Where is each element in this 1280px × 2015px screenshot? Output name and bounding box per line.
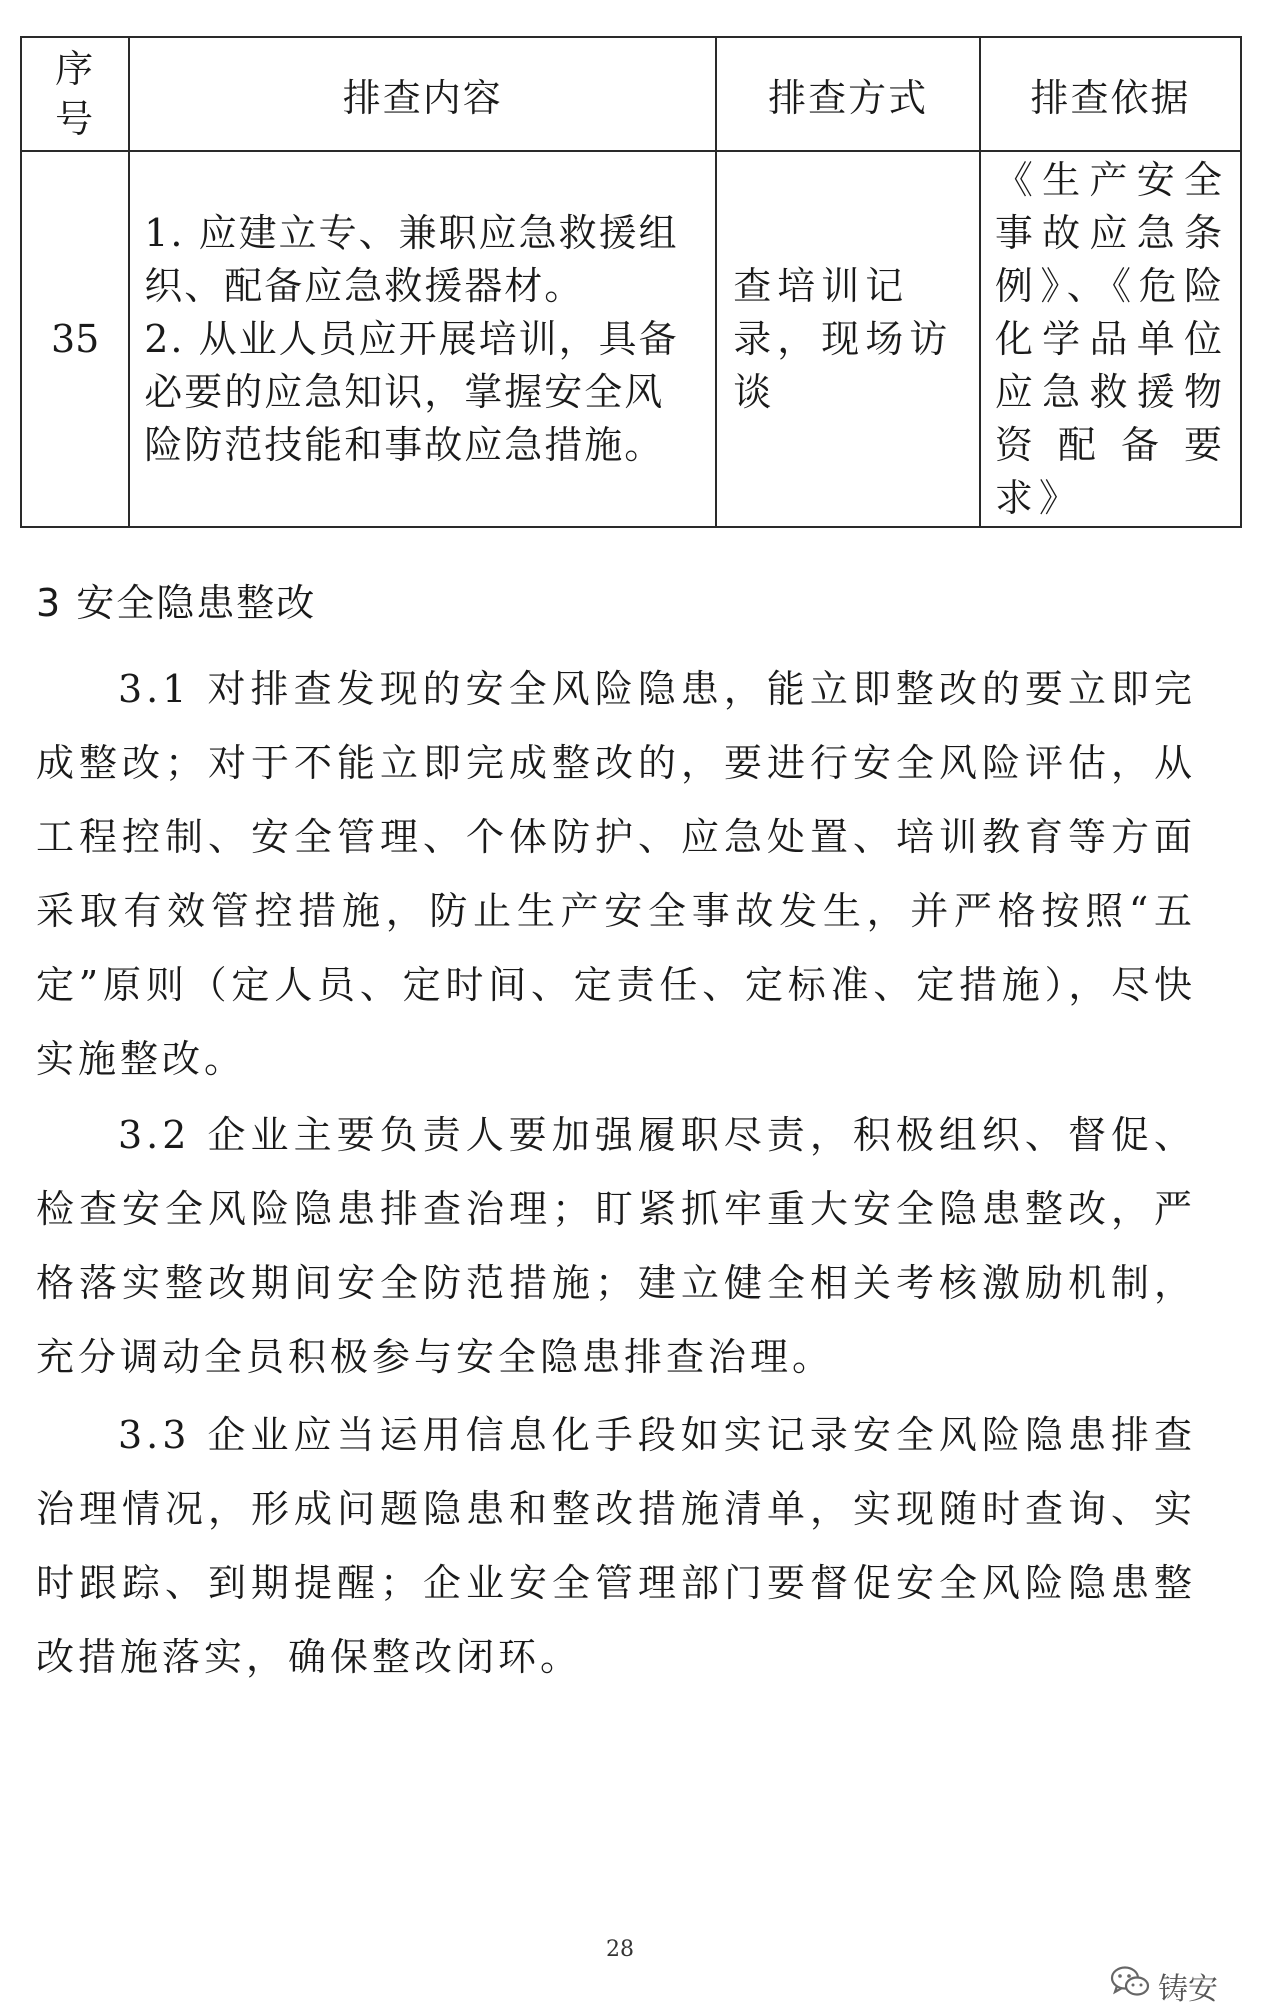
paragraph-3-2: 3.2 企业主要负责人要加强履职尽责，积极组织、督促、检查安全风险隐患排查治理；盯紧抓牢重大安全隐患整改，严格落实整改期间安全防范措施；建立健全相关考核激励机制，充分调动全员积极参与安全隐患排查治理。 — [36, 1113, 1196, 1379]
content-line: 必要的应急知识，掌握安全风 — [144, 369, 665, 414]
method-line: 录，现场访 — [733, 316, 954, 361]
content-line: 1. 应建立专、兼职应急救援组 — [144, 210, 679, 255]
basis-line: 求》 — [994, 475, 1083, 520]
basis-line: 《生产安全 — [994, 157, 1228, 202]
basis-line: 化学品单位 — [994, 316, 1228, 361]
watermark — [1110, 1964, 1218, 2008]
row-number: 35 — [21, 151, 129, 527]
content-line: 织、配备应急救援器材。 — [144, 263, 585, 308]
section-heading: 3 安全隐患整改 — [36, 581, 317, 625]
basis-line: 事故应急条 — [994, 210, 1228, 255]
basis-line: 例》、《危险 — [994, 263, 1228, 308]
page-number: 28 — [606, 1937, 634, 1962]
method-line: 谈 — [733, 369, 778, 414]
header-no — [21, 37, 129, 151]
row-method — [716, 151, 980, 527]
wechat-icon — [1110, 1965, 1150, 2007]
basis-line: 资配备要 — [994, 422, 1228, 467]
header-method: 排查方式 — [716, 37, 980, 151]
inspection-table — [20, 36, 1242, 528]
table-row — [21, 151, 1241, 527]
watermark-text: 铸安 — [1158, 1972, 1218, 2007]
content-line: 险防范技能和事故应急措施。 — [144, 422, 665, 467]
table-header-row — [21, 37, 1241, 151]
header-no-char-1: 序 — [55, 47, 96, 91]
row-basis — [980, 151, 1241, 527]
content-line: 2. 从业人员应开展培训，具备 — [144, 316, 679, 361]
header-content: 排查内容 — [129, 37, 716, 151]
paragraph-3-3: 3.3 企业应当运用信息化手段如实记录安全风险隐患排查治理情况，形成问题隐患和整改措施清单，实现随时查询、实时跟踪、到期提醒；企业安全管理部门要督促安全风险隐患整改措施落实，确保整改闭环。 — [36, 1413, 1196, 1679]
paragraph-3-1: 3.1 对排查发现的安全风险隐患，能立即整改的要立即完成整改；对于不能立即完成整改的，要进行安全风险评估，从工程控制、安全管理、个体防护、应急处置、培训教育等方面采取有效管控措施，防止生产安全事故发生，并严格按照“五定”原则（定人员、定时间、定责任、定标准、定措施），尽快实施整改。 — [36, 667, 1196, 1081]
method-line: 查培训记 — [733, 263, 910, 308]
row-content — [129, 151, 716, 527]
basis-line: 应急救援物 — [994, 369, 1228, 414]
header-no-char-2: 号 — [55, 97, 96, 141]
header-basis: 排查依据 — [980, 37, 1241, 151]
